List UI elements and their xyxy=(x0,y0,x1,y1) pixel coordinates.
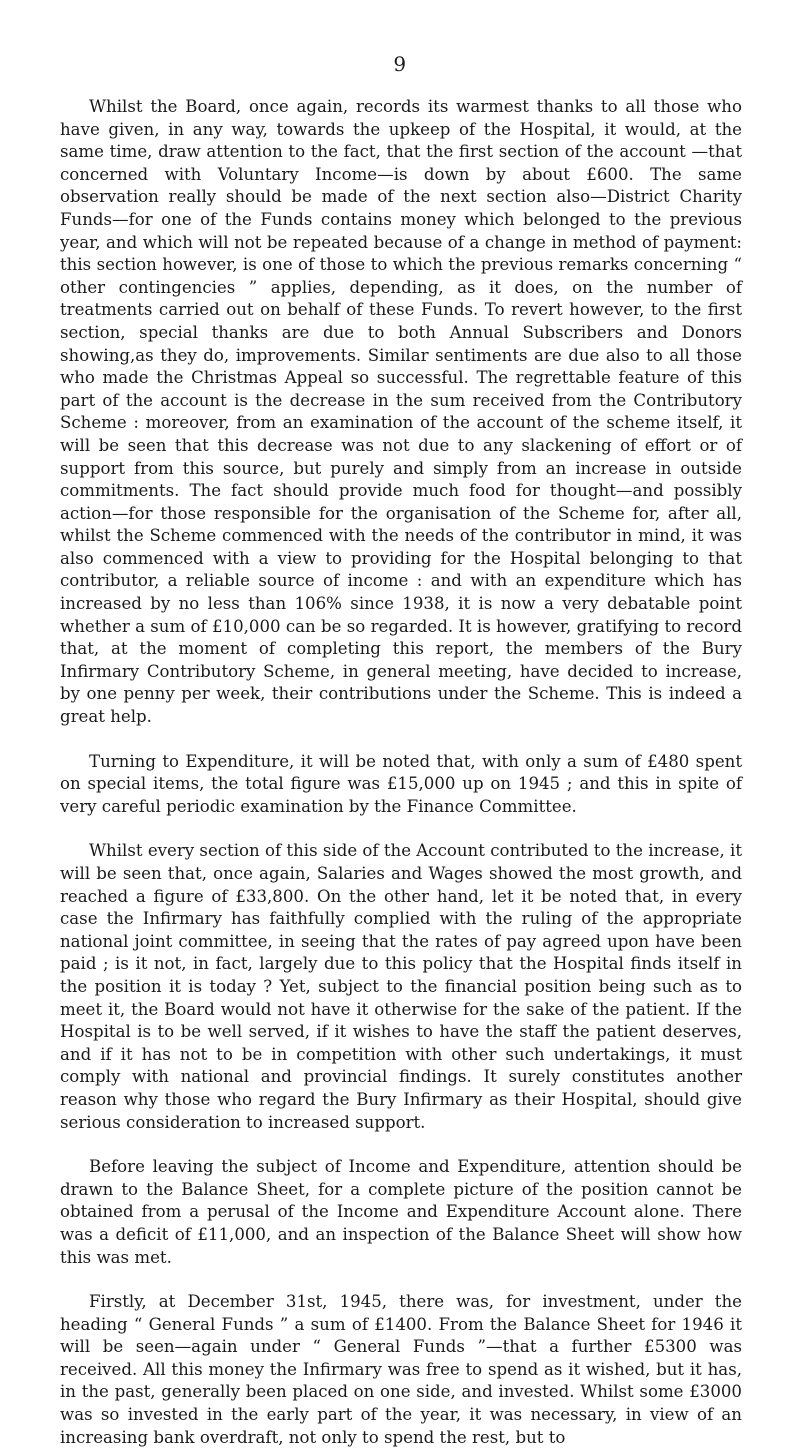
paragraph-general-funds: Firstly, at December 31st, 1945, there was, for investment, under the heading “ General Funds ” a sum of £1400. From the Balance Sheet for 1946 it will be seen—again under “ General Funds ”—that a further £5300 was received. All this money the Infirmary was free to spend as it wished, but it has, in the past, generally been placed on one side, and invested. Whilst some £3000 was so invested in the early part of the year, it was necessary, in view of an increasing bank overdraft, not only to spend the rest, but to xyxy=(60,1292,742,1447)
paragraph-expenditure: Turning to Expenditure, it will be noted that, with only a sum of £480 spent on special items, the total figure was £15,000 up on 1945 ; and this in spite of very careful periodic examination by the Finance Committee. xyxy=(60,751,742,816)
paragraph-voluntary-income: Whilst the Board, once again, records its warmest thanks to all those who have given, in any way, towards the upkeep of the Hospital, it would, at the same time, draw attention to the fact, that the first section of the account —that concerned with Voluntary Income—is down by about £600. The same observation really should be made of the next section also—District Charity Funds—for one of the Funds contains money which belonged to the previous year, and which will not be repeated because of a change in method of payment: this section however, is one of those to which the previous remarks concerning “ other contingencies ” applies, depending, as it does, on the number of treatments carried out on behalf of these Funds. To revert however, to the first section, special thanks are due to both Annual Subscribers and Donors showing,as they do, improvements. Similar sentiments are due also to all those who made the Christmas Appeal so successful. The regrettable feature of this part of the account is the decrease in the sum received from the Contributory Scheme : moreover, from an examination of the account of the scheme itself, it will be seen that this decrease was not due to any slackening of effort or of support from this source, but purely and simply from an increase in outside commitments. The fact should provide much food for thought—and possibly action—for those responsible for the organisation of the Scheme for, after all, whilst the Scheme commenced with the needs of the contributor in mind, it was also commenced with a view to providing for the Hospital belonging to that contributor, a reliable source of income : and with an expenditure which has increased by no less than 106% since 1938, it is now a very debatable point whether a sum of £10,000 can be so regarded. It is however, gratifying to record that, at the moment of completing this report, the members of the Bury Infirmary Contributory Scheme, in general meeting, have decided to increase, by one penny per week, their contributions under the Scheme. This is indeed a great help. xyxy=(60,97,742,727)
page-number: 9 xyxy=(393,52,407,76)
report-body xyxy=(60,96,742,1449)
paragraph-salaries-wages: Whilst every section of this side of the Account contributed to the increase, it will be seen that, once again, Salaries and Wages showed the most growth, and reached a figure of £33,800. On the other hand, let it be noted that, in every case the Infirmary has faithfully complied with the ruling of the appropriate national joint committee, in seeing that the rates of pay agreed upon have been paid ; is it not, in fact, largely due to this policy that the Hospital finds itself in the position it is today ? Yet, subject to the financial position being such as to meet it, the Board would not have it otherwise for the sake of the patient. If the Hospital is to be well served, if it wishes to have the staff the patient deserves, and if it has not to be in competition with other such undertakings, it must comply with national and provincial findings. It surely constitutes another reason why those who regard the Bury Infirmary as their Hospital, should give serious consideration to increased support. xyxy=(60,841,742,1132)
paragraph-balance-sheet: Before leaving the subject of Income and Expenditure, attention should be drawn to the Balance Sheet, for a complete picture of the position cannot be obtained from a perusal of the Income and Expenditure Account alone. There was a deficit of £11,000, and an inspection of the Balance Sheet will show how this was met. xyxy=(60,1157,742,1267)
